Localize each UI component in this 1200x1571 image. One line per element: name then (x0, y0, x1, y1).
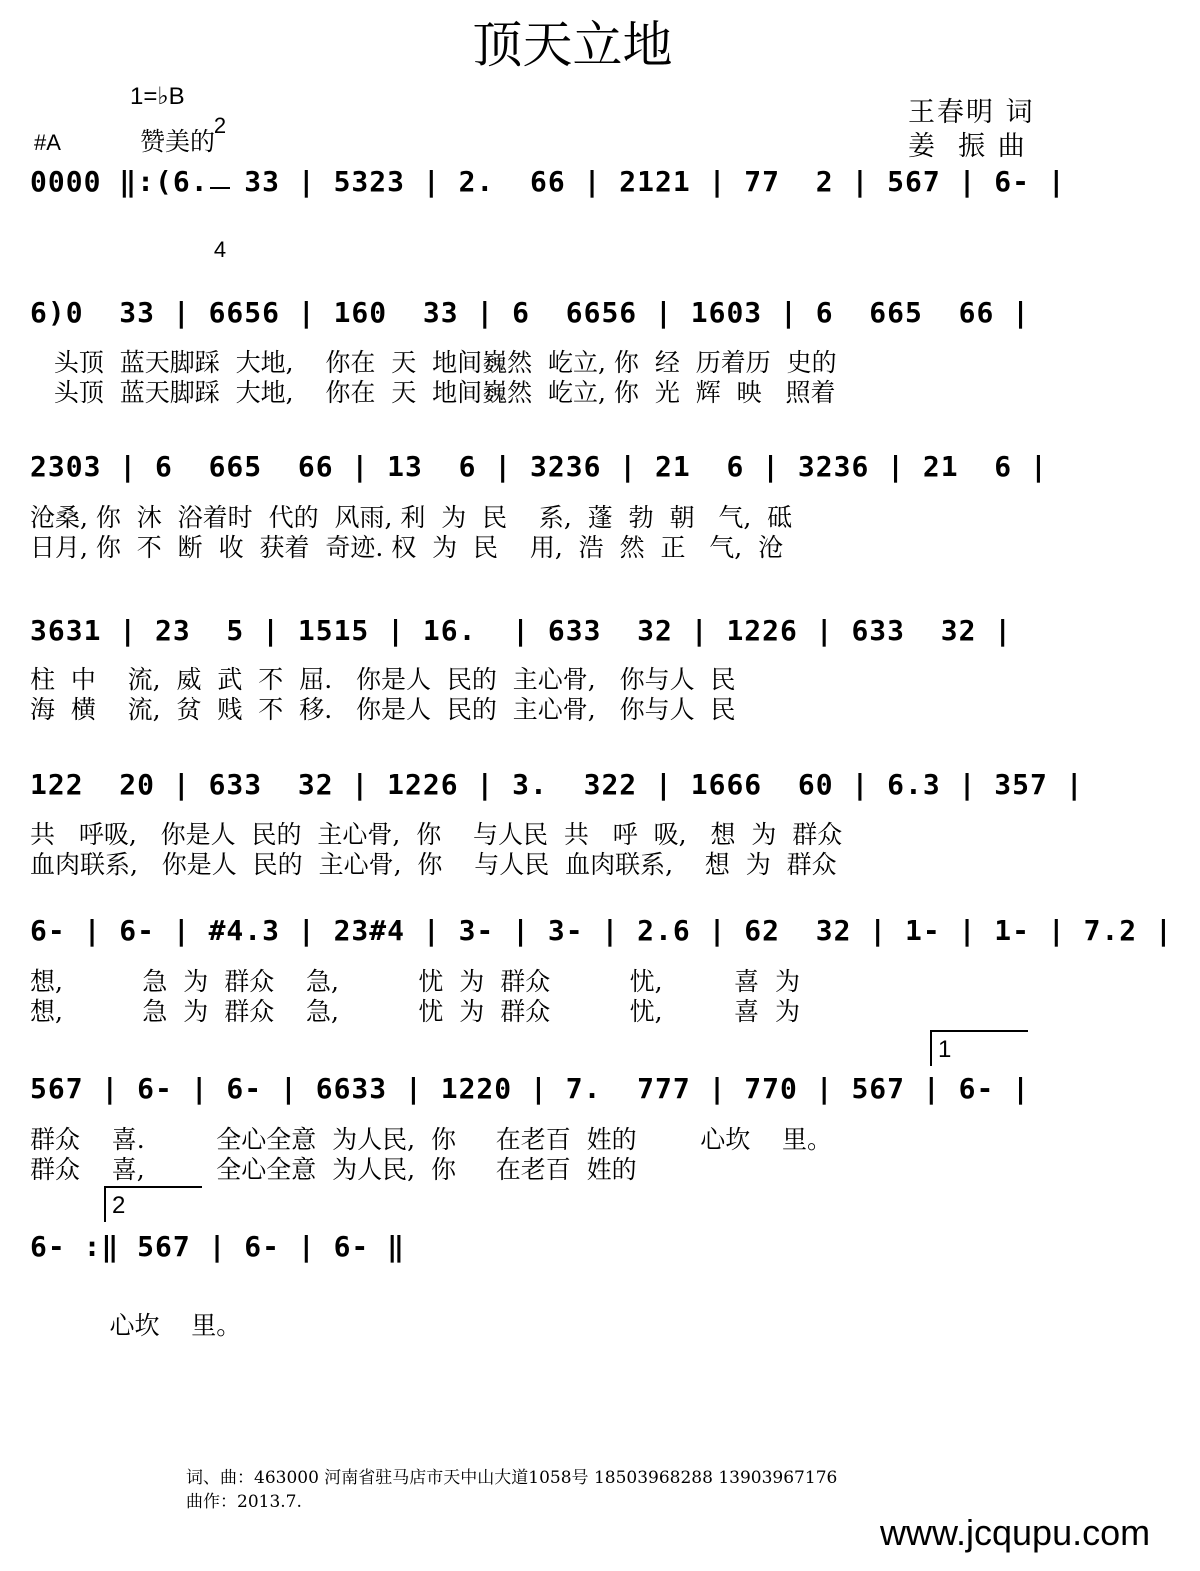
second-ending-bracket: 2 (104, 1186, 202, 1222)
transpose-label: #A (34, 130, 61, 155)
notation-line-2: 6)0 33 | 6656 | 160 33 | 6 6656 | 1603 | 6 665 66 | (30, 296, 1031, 329)
lyric-line-7-verse-1: 群众 喜. 全心全意 为人民, 你 在老百 姓的 心坎 里。 (30, 1125, 832, 1154)
contact-info: 词、曲：463000 河南省驻马店市天中山大道1058号 18503968288 13903967176 (186, 1468, 838, 1488)
lyric-line-4-verse-1: 柱 中 流, 威 武 不 屈. 你是人 民的 主心骨, 你与人 民 (30, 665, 736, 694)
composition-date: 曲作：2013.7. (186, 1492, 302, 1512)
first-ending-bracket: 1 (930, 1030, 1028, 1066)
lyric-line-7-verse-2: 群众 喜, 全心全意 为人民, 你 在老百 姓的 (30, 1155, 637, 1184)
time-signature-top: 2 (213, 113, 227, 138)
lyric-line-2-verse-1: 头顶 蓝天脚踩 大地, 你在 天 地间巍然 屹立, 你 经 历着历 史的 (30, 348, 837, 377)
lyric-line-2-verse-2: 头顶 蓝天脚踩 大地, 你在 天 地间巍然 屹立, 你 光 辉 映 照着 (30, 378, 836, 407)
notation-line-6: 6- | 6- | #4.3 | 23#4 | 3- | 3- | 2.6 | 62 32 | 1- | 1- | 7.2 | (30, 914, 1173, 947)
lyric-line-5-verse-1: 共 呼吸, 你是人 民的 主心骨, 你 与人民 共 呼 吸, 想 为 群众 (30, 820, 843, 849)
lyricist-credit: 王春明 词 (908, 97, 1035, 128)
website-watermark: www.jcqupu.com (880, 1512, 1151, 1553)
notation-line-8: 6- :‖ 567 | 6- | 6- ‖ (30, 1230, 406, 1263)
lyric-line-6-verse-1: 想, 急 为 群众 急, 忧 为 群众 忧, 喜 为 (30, 967, 801, 996)
lyric-line-4-verse-2: 海 横 流, 贫 贱 不 移. 你是人 民的 主心骨, 你与人 民 (30, 695, 736, 724)
lyric-line-5-verse-2: 血肉联系, 你是人 民的 主心骨, 你 与人民 血肉联系, 想 为 群众 (30, 850, 837, 879)
notation-line-5: 122 20 | 633 32 | 1226 | 3. 322 | 1666 60 | 6.3 | 357 | (30, 768, 1084, 801)
lyric-line-6-verse-2: 想, 急 为 群众 急, 忧 为 群众 忧, 喜 为 (30, 997, 801, 1026)
composer-credit: 姜 振 曲 (908, 131, 1027, 162)
tempo-marking: 赞美的 (140, 127, 216, 156)
notation-line-7: 567 | 6- | 6- | 6633 | 1220 | 7. 777 | 770 | 567 | 6- | (30, 1072, 1031, 1105)
notation-line-4: 3631 | 23 5 | 1515 | 16. | 633 32 | 1226 | 633 32 | (30, 614, 1013, 647)
lyric-line-3-verse-1: 沧桑, 你 沐 浴着时 代的 风雨, 利 为 民 系, 蓬 勃 朝 气, 砥 (30, 503, 793, 532)
time-signature-bottom: 4 (213, 237, 227, 262)
notation-line-1: 0000 ‖:(6. 33 | 5323 | 2. 66 | 2121 | 77 2 | 567 | 6- | (30, 165, 1066, 198)
song-title: 顶天立地 (472, 16, 673, 74)
lyric-line-3-verse-2: 日月, 你 不 断 收 获着 奇迹. 权 为 民 用, 浩 然 正 气, 沧 (30, 533, 784, 562)
notation-line-3: 2303 | 6 665 66 | 13 6 | 3236 | 21 6 | 3236 | 21 6 | (30, 450, 1048, 483)
key-signature: 1=♭B (130, 83, 185, 110)
lyric-line-8-verse-1: 心坎 里。 (30, 1311, 242, 1340)
